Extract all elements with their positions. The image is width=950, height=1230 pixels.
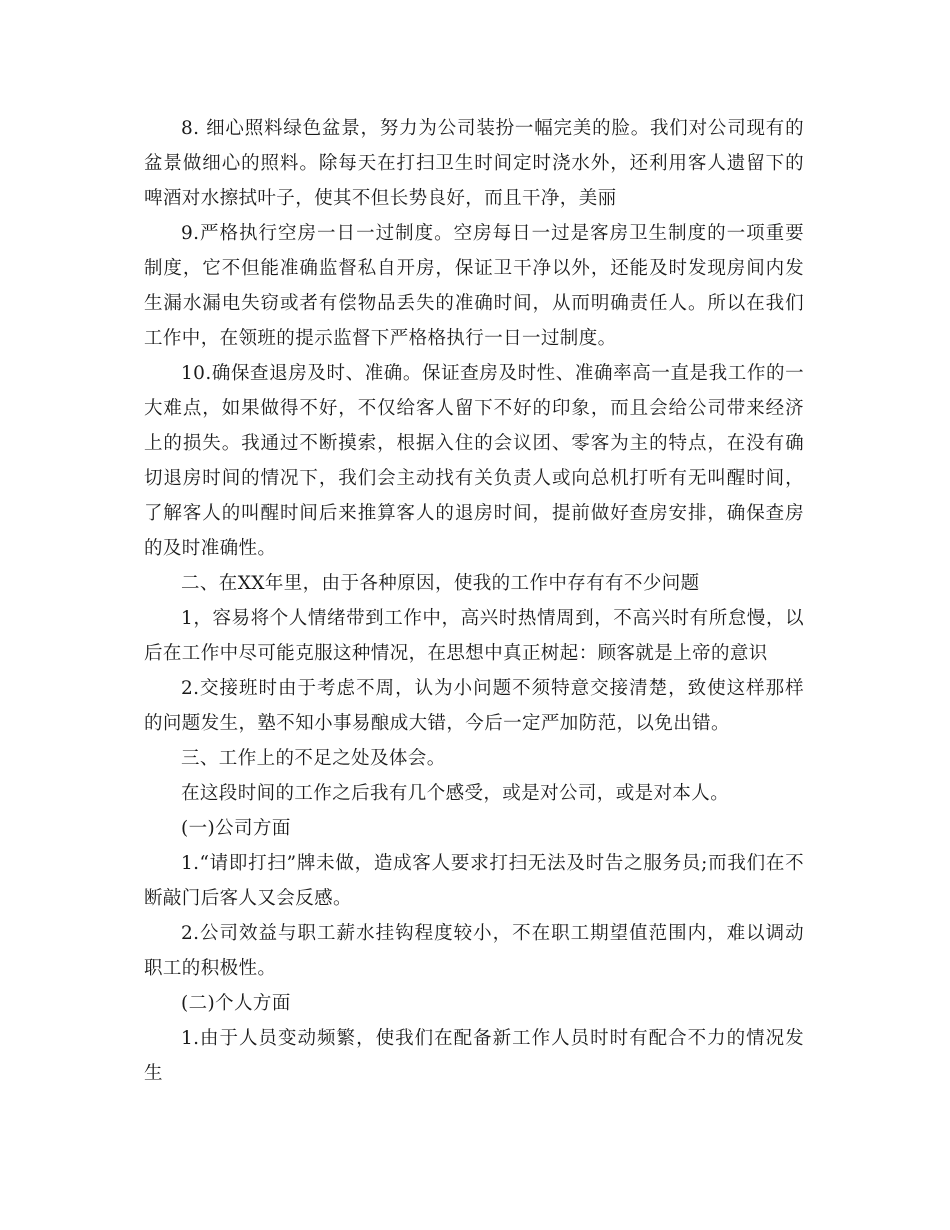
section-heading-shortcomings: 三、工作上的不足之处及体会。 xyxy=(181,748,446,769)
paragraph-item-9-vacant-room-check: 9.严格执行空房一日一过制度。空房每日一过是客房卫生制度的一项重要制度，它不但能准确监督私自开房，保证卫干净以外，还能及时发现房间内发生漏水漏电失窃或者有偿物品丢失的准确时间，从而明确责任人。所以在我们工作中，在领班的提示监督下严格格执行一日一过制度。 xyxy=(144,223,804,349)
paragraph-feelings-intro: 在这段时间的工作之后我有几个感受，或是对公司，或是对本人。 xyxy=(181,783,730,804)
subheading-company: (一)公司方面 xyxy=(181,818,291,839)
paragraph-item-8-bonsai: 8. 细心照料绿色盆景，努力为公司装扮一幅完美的脸。我们对公司现有的盆景做细心的照料。除每天在打扫卫生时间定时浇水外，还利用客人遗留下的啤酒对水擦拭叶子，使其不但长势良好，而且干净，美丽 xyxy=(144,118,804,209)
paragraph-company-2: 2.公司效益与职工薪水挂钩程度较小，不在职工期望值范围内，难以调动职工的积极性。 xyxy=(144,923,804,979)
paragraph-item-10-checkout-inspection: 10.确保查退房及时、准确。保证查房及时性、准确率高一直是我工作的一大难点，如果做得不好，不仅给客人留下不好的印象，而且会给公司带来经济上的损失。我通过不断摸索，根据入住的会议团、零客为主的特点，在没有确切退房时间的情况下，我们会主动找有关负责人或向总机打听有无叫醒时间，了解客人的叫醒时间后来推算客人的退房时间，提前做好查房安排，确保查房的及时准确性。 xyxy=(144,363,804,559)
paragraph-company-1: 1.“请即打扫”牌未做，造成客人要求打扫无法及时告之服务员;而我们在不断敲门后客人又会反感。 xyxy=(144,853,804,909)
paragraph-personal-1: 1.由于人员变动频繁，使我们在配备新工作人员时时有配合不力的情况发生 xyxy=(144,1028,804,1084)
paragraph-problem-2: 2.交接班时由于考虑不周，认为小问题不须特意交接清楚，致使这样那样的问题发生，塾不知小事易酿成大错，今后一定严加防范，以免出错。 xyxy=(144,678,804,734)
section-heading-problems: 二、在XX年里，由于各种原因，使我的工作中存有有不少问题 xyxy=(181,573,700,594)
subheading-personal: (二)个人方面 xyxy=(181,993,291,1014)
paragraph-problem-1: 1，容易将个人情绪带到工作中，高兴时热情周到，不高兴时有所怠慢，以后在工作中尽可能克服这种情况，在思想中真正树起：顾客就是上帝的意识 xyxy=(144,608,804,664)
document-body xyxy=(144,111,804,1091)
